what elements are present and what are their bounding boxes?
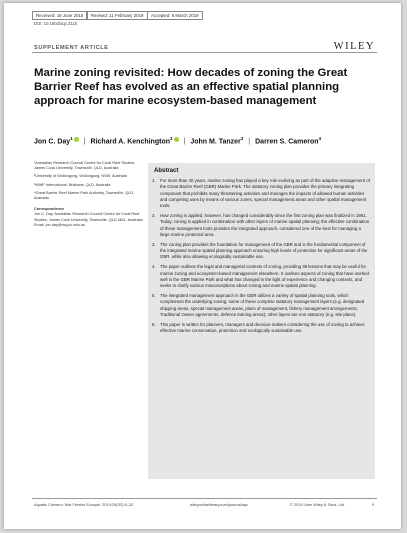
abstract-item-number: 1. — [152, 178, 156, 183]
author-name[interactable]: John M. Tanzer — [190, 138, 241, 146]
correspondence-text: Jon C. Day, Australian Research Council Centre for Coral Reef Studies, James Cook University, Townsville, QLD 4811, Australia. Email: jon.day@my.jcu.edu.au — [34, 212, 144, 227]
author-name[interactable]: Darren S. Cameron — [255, 138, 319, 146]
affiliation: ⁴Great Barrier Reef Marine Park Authority, Townsville, QLD, Australia — [34, 190, 135, 201]
page-number: 9 — [372, 502, 375, 507]
header-rule — [32, 52, 377, 53]
affiliation: ³WWF International, Brisbane, QLD, Australia — [34, 182, 111, 187]
doi[interactable]: DOI: 10.1002/aqc.3115 — [34, 21, 77, 26]
abstract-item-number: 5. — [152, 293, 156, 299]
affiliation: ²University of Wollongong, Wollongong, NSW, Australia — [34, 174, 127, 179]
orcid-icon[interactable] — [174, 137, 179, 142]
correspondence-heading: Correspondence — [34, 207, 65, 212]
author-affiliation-number: 4 — [318, 136, 322, 141]
abstract-item-number: 6. — [152, 321, 156, 327]
journal-citation: Aquatic Conserv: Mar Freshw Ecosyst. 2019;29(S2):9–32. — [34, 502, 135, 507]
abstract-item-text: For more than 40 years, marine zoning has played a key role evolving as part of the adaptive management of the Great Barrier Reef (GBR) Marine Park. The statutory zoning plan provides the primary integrating component that prohibits many threatening activities and manages the impacts of allowed human activities and competing uses by means of various zones, special management areas and other spatial management tools. — [160, 178, 370, 208]
author-name[interactable]: Jon C. Day — [34, 138, 71, 146]
paper-page — [4, 3, 401, 529]
abstract-item — [152, 264, 371, 289]
author-separator: | — [83, 138, 86, 146]
abstract-item-text: How zoning is applied, however, has changed considerably since the first zoning plan was finalized in 1981. Today, zoning is applied in combination with other layers of marine spatial planning; the effective combination of these management tools provides the integrated approach, considered one of the best for managing a large marine protected area. — [160, 213, 370, 237]
author-separator: | — [183, 138, 186, 146]
author-list — [34, 136, 384, 145]
abstract-item-text: The integrated management approach in the GBR utilizes a variety of spatial planning tools, which complement the underlying zoning; some of these comprise statutory management layers (e.g. designated shipping areas, special management areas, plans of management, fishery management arrangements, Traditional Owner agreements, defence training areas); other layers are non-statutory (e.g. site plans). — [160, 293, 365, 317]
affiliation: ¹Australian Research Council Centre for Coral Reef Studies, James Cook University, Townsville, QLD, Australia — [34, 161, 136, 171]
affiliations-column — [34, 161, 144, 231]
abstract-item — [152, 242, 371, 261]
abstract-heading: Abstract — [154, 168, 179, 174]
author-affiliation-number: 1 — [70, 136, 73, 141]
abstract-item — [152, 322, 371, 335]
paper-title: Marine zoning revisited: How decades of zoning the Great Barrier Reef has evolved as an effective spatial planning approach for marine ecosystem-based management — [34, 67, 348, 108]
dates-strip — [32, 11, 202, 20]
revised-date: Revised: 11 February 2019 — [87, 11, 148, 20]
article-type: SUPPLEMENT ARTICLE — [34, 45, 109, 51]
abstract-item — [152, 213, 371, 238]
abstract-item-number: 3. — [152, 241, 156, 247]
accepted-date: Accepted: 6 March 2019 — [147, 11, 203, 20]
publisher-logo: WILEY — [333, 41, 375, 52]
author-name[interactable]: Richard A. Kenchington — [90, 138, 170, 146]
abstract-item-text: The paper outlines the legal and managerial contexts of zoning, providing 38 lessons that may be useful for marine zoning and ecosystem-based management elsewhere. It outlines aspects of zoning that have worked well in the GBR Marine Park and what has changed in the light of experience and changing contexts, and seeks to clarify various misconceptions about zoning and marine spatial planning. — [160, 264, 369, 289]
author-affiliation-number: 2 — [170, 136, 173, 141]
abstract-list — [152, 178, 371, 338]
abstract-box — [148, 163, 375, 479]
abstract-item-text: This paper is written for planners, managers and decision-makers considering the use of zoning to achieve effective marine conservation, protection and ecologically sustainable use. — [160, 321, 365, 334]
author-separator: | — [248, 138, 251, 146]
received-date: Received: 18 June 2018 — [32, 11, 87, 20]
abstract-item-number: 2. — [152, 213, 156, 219]
journal-url[interactable]: wileyonlinelibrary.com/journal/aqc — [190, 502, 248, 507]
abstract-item — [152, 293, 371, 318]
copyright: © 2019 John Wiley & Sons, Ltd. — [290, 502, 345, 507]
footer-rule — [32, 498, 377, 499]
abstract-item — [152, 178, 371, 209]
author-affiliation-number: 3 — [240, 136, 244, 141]
abstract-item-number: 4. — [152, 264, 156, 270]
abstract-item-text: The zoning plan provides the foundation for management of the GBR and is the fundamental component of the integrated marine spatial planning approach ensuring high levels of protection for significant areas of the GBR, while also allowing ecologically sustainable use. — [160, 241, 368, 260]
orcid-icon[interactable] — [74, 137, 79, 142]
